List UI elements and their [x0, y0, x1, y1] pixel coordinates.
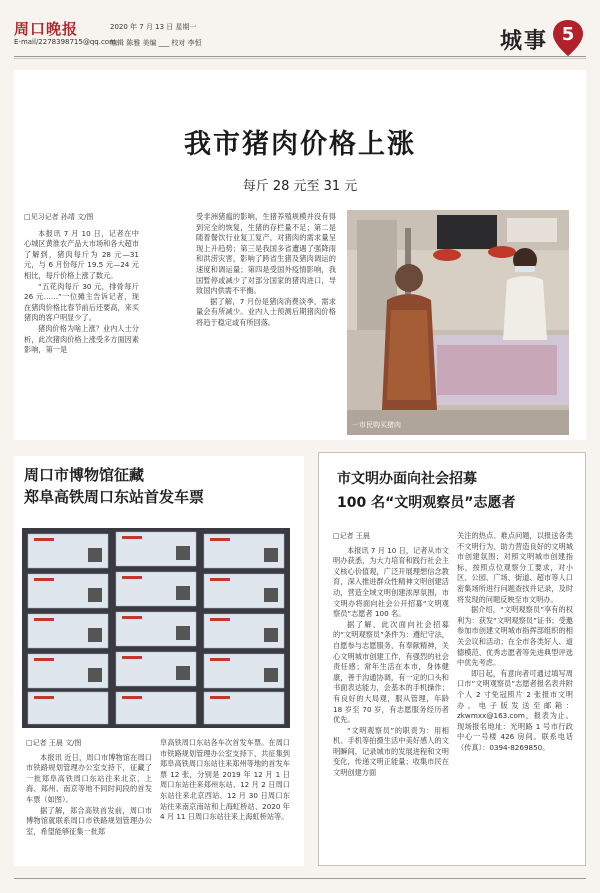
pork-market-photo	[347, 210, 569, 435]
contact-email: E-mail/2278398715@qq.com	[14, 38, 116, 46]
issue-date: 2020 年 7 月 13 日 星期一	[110, 23, 197, 31]
article-headline-line-1: 市文明办面向社会招募	[337, 471, 477, 487]
photo-caption: 一市民购买猪肉	[352, 421, 401, 429]
article-subheadline: 每斤 28 元至 31 元	[242, 179, 358, 194]
article-byline: □记者 王晨 文/图	[26, 739, 82, 747]
article-headline-line-2: 100 名“文明观察员”志愿者	[337, 495, 516, 511]
article-column-1	[24, 212, 139, 356]
article-museum-tickets	[14, 456, 304, 866]
article-paragraph: 本报讯 7 月 10 日，记者从市文明办获悉，为大力培育和践行社会主义核心价值观，广泛开展理想信念教育，深入推进群众性精神文明创建活动，营造全域文明创建浓厚氛围，市文明办将面向社会公开招募“文明观察员”志愿者 100 名。	[333, 545, 449, 619]
article-headline-block	[24, 464, 294, 526]
article-paragraph: 阜高铁周口东站各车次首发车票。在周口市铁路规划管理办公室支持下，共征集到郑阜高铁周口东站往来郑州等地的首发车票 12 张，分别是 2019 年 12 月 1 日周口东站往来郑州东站、12 月 2 日周口东站往来北京西站、12 月 30 日周口东站往来南京南站和上海虹桥站、2020 年 4 月 11 日周口东站往来上海虹桥站等。	[160, 738, 290, 822]
market-scene-image	[347, 210, 569, 435]
footer-divider	[14, 878, 586, 879]
article-headline-line-2: 郑阜高铁周口东站首发车票	[24, 488, 205, 506]
article-column-1	[26, 738, 152, 837]
article-paragraph: 关注的热点、难点问题，以报送各类不文明行为、助力营造良好的文明城市创建氛围；对照文明城市创建指标，按照点位观察分工要求，对小区、公园、广场、街道、超市等人口密集场所进行问题查找并记录，及时将发现的问题反映至市文明办。	[457, 531, 573, 604]
newspaper-masthead: 周口晚报	[14, 20, 79, 38]
article-paragraph: “五花肉每斤 30 元，排骨每斤 26 元……”一位摊主告诉记者，现在猪肉价格比春节前后还要高，来买猪肉的客户明显少了。	[24, 281, 140, 323]
article-column-2	[457, 531, 573, 753]
section-title: 城事	[500, 28, 549, 54]
header-divider	[14, 56, 586, 57]
article-byline: □记者 王晨	[333, 532, 370, 540]
article-headline: 我市猪肉价格上涨	[184, 129, 416, 160]
article-paragraph: 据了解，此次面向社会招募的“文明观察员”条件为：遵纪守法，自愿参与志愿服务，有奉献精神，关心文明城市创建工作，有强烈的社会责任感；常年生活在本市，身体健康，善于沟通协调，有一定的口头和书面表达能力，会基本的手机操作；有良好的大局观，服从管理，年龄 18 岁至 70 岁，有志愿服务经历者优先。	[333, 619, 449, 725]
train-tickets-photo	[22, 528, 290, 728]
article-paragraph: 猪肉价格为啥上涨？业内人士分析，此次猪肉价格上涨受多方面因素影响，第一是	[24, 323, 140, 355]
article-paragraph: “文明观察员”的职责为：用相机、手机等拍摄生活中美好感人的文明瞬间，记录城市的发展进程和文明变化，传递文明正能量；收集市民在文明创建方面	[333, 725, 449, 778]
article-byline: □见习记者 孙靖 文/图	[24, 213, 94, 221]
article-column-2	[160, 738, 290, 823]
article-paragraph: 本报讯 近日，周口市博物馆在周口市铁路规划管理办公室支持下，征藏了一批郑阜高铁周口东站往来北京、上海、郑州、南京等地不同时间段的首发车票（如图）。	[26, 752, 152, 804]
editor-credits: 编辑 陈雅 美编 ___ 校对 李恒	[110, 39, 202, 47]
page-header	[0, 0, 600, 72]
article-paragraph: 据了解，郑合高铁首发前，周口市博物馆就联系周口市铁路规划管理办公室，希望能够征集一批郑	[26, 805, 152, 836]
article-civility-observers	[318, 452, 586, 866]
article-paragraph: 即日起，有意向者可通过填写周口市“文明观察员”志愿者报名表并附个人 2 寸免冠照片 2 张报市文明办。电子版发送至邮箱：zkwmxx@163.com，报表为止。现场报名地址：光明路 1 号市行政中心一号楼 426 房间。联系电话（传真）：0394-8269850。	[457, 668, 573, 752]
article-pork-prices	[14, 70, 586, 440]
page-number: 5	[561, 24, 575, 45]
article-headline-block	[337, 467, 516, 515]
article-paragraph: 本报讯 7 月 10 日，记者在中心城区黄淮农产品大市场和各大超市了解到，猪肉每斤为 28 元—31 元，与 6 月份每斤 19.5 元—24 元相比，每斤价格上涨了数元。	[24, 228, 140, 280]
tickets-image	[22, 528, 290, 728]
article-column-1	[333, 531, 449, 779]
article-paragraph: 受非洲猪瘟的影响，生猪养殖规模并没有得到完全的恢复，生猪的存栏量不足；第二是随着餐饮行业复工复产，对猪肉的需求量呈现上升趋势；第三是我国多省遭遇了强降雨和洪涝灾害，影响了跨省生猪及猪肉调运的速度和调运量；第四是受国外疫情影响，我国暂停或减少了对部分国家的猪肉进口，导致国内供需不平衡。	[196, 212, 336, 296]
article-column-2	[196, 212, 336, 329]
article-paragraph: 据介绍，“文明观察员”享有的权利为：获发“文明观察员”证书；受邀参加市创建文明城市指挥部组织的相关会议和活动；在全市各类好人、道德模范、优秀志愿者等先进典型评选中优先考虑。	[457, 605, 573, 668]
article-headline-line-1: 周口市博物馆征藏	[24, 466, 145, 484]
article-paragraph: 据了解，7 月份是猪肉消费淡季，需求量会有所减少。业内人士预测后期猪肉价格将趋于稳定或有所回落。	[196, 296, 336, 327]
header-divider-secondary	[14, 58, 586, 59]
